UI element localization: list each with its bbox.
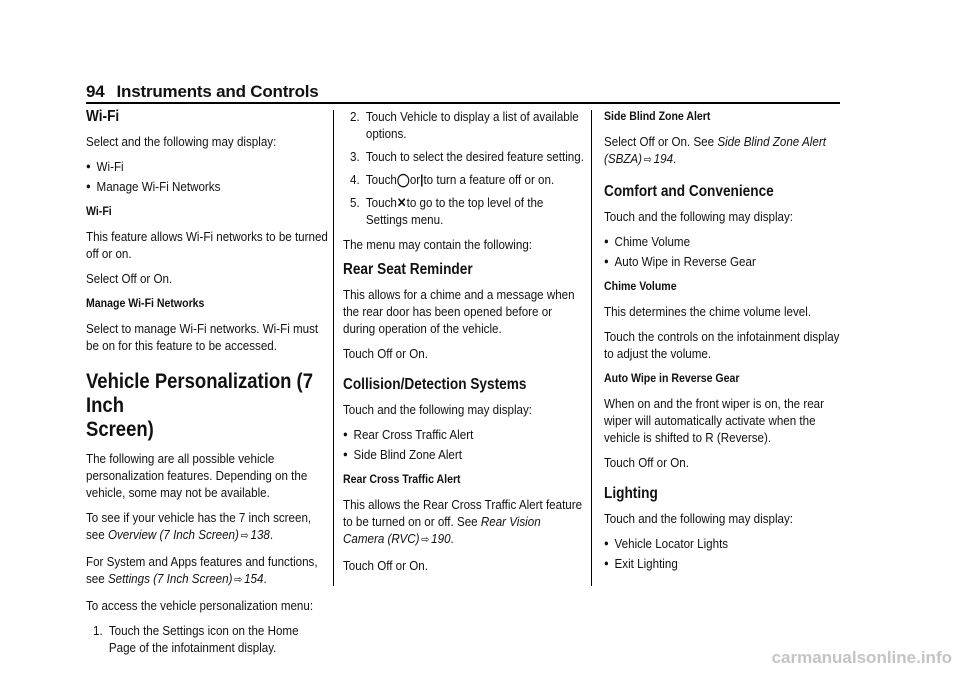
cc-bullet-list: [604, 233, 846, 270]
wifi-bullet-list: [86, 158, 328, 195]
rcta-subheading: Rear Cross Traffic Alert: [343, 472, 461, 486]
vehicle-personalization-heading: [86, 370, 328, 442]
wifi-select-text: Select Off or On.: [86, 271, 173, 286]
list-item: ● Manage Wi-Fi Networks: [86, 178, 328, 195]
page-ref-arrow-icon: ⇨: [421, 534, 430, 546]
watermark: carmanualsonline.info: [771, 648, 952, 667]
step-4: [343, 171, 585, 188]
column-divider: [333, 110, 334, 586]
aw-description: When on and the front wiper is on, the rear wiper will automatically activate when the vehicle is shifted to R (Reverse).: [604, 396, 824, 445]
close-icon: ✕: [396, 195, 407, 210]
cv-touch-text: Touch the controls on the infotainment display to adjust the volume.: [604, 329, 840, 361]
lighting-heading: Lighting: [604, 485, 658, 502]
steps-list: [86, 622, 328, 656]
cc-intro: Touch and the following may display:: [604, 209, 794, 224]
sbza-link[interactable]: Side Blind Zone Alert (SBZA): [604, 134, 826, 166]
toggle-off-icon: ◯: [396, 172, 410, 187]
list-item: ● Wi-Fi: [86, 158, 328, 175]
list-item: ● Chime Volume: [604, 233, 846, 250]
column-1: [86, 108, 328, 664]
cv-description: This determines the chime volume level.: [604, 304, 812, 319]
rsr-touch-text: Touch Off or On.: [343, 346, 428, 361]
rear-seat-reminder-heading: Rear Seat Reminder: [343, 261, 473, 278]
sbza-text: Select Off or On. See: [604, 134, 715, 149]
step-text: Touch the Settings icon on the Home Page of the infotainment display.: [108, 623, 299, 655]
page-ref-194[interactable]: 194: [653, 151, 674, 166]
sbza-subheading: Side Blind Zone Alert: [604, 109, 711, 123]
wifi-subheading: Wi-Fi: [86, 204, 112, 218]
wifi-description: This feature allows Wi-Fi networks to be turned off or on.: [86, 229, 328, 261]
wifi-heading: Wi-Fi: [86, 108, 120, 125]
cds-bullet-list: [343, 426, 585, 463]
aw-touch-text: Touch Off or On.: [604, 455, 689, 470]
step-5: [343, 194, 585, 228]
column-divider: [591, 110, 592, 586]
vp-intro: The following are all possible vehicle personalization features. Depending on the vehicle, some may not be available.: [86, 451, 308, 500]
list-item: ● Exit Lighting: [604, 555, 846, 572]
sbza-paragraph: Select Off or On. See Side Blind Zone Alert (SBZA) ⇨ 194.: [604, 134, 826, 166]
list-item: ● Vehicle Locator Lights: [604, 535, 846, 552]
rvc-link[interactable]: Rear Vision Camera (RVC): [343, 514, 541, 546]
step-3: [343, 148, 585, 165]
step-number: 3.: [350, 149, 360, 164]
cds-intro: Touch and the following may display:: [343, 402, 533, 417]
menu-contains-text: The menu may contain the following:: [343, 237, 533, 252]
rcta-text: This allows the Rear Cross Traffic Alert feature to be turned on or off. See: [343, 497, 583, 529]
vp-see-paragraph: To see if your vehicle has the 7 inch screen, see Overview (7 Inch Screen) ⇨ 138.: [86, 510, 312, 542]
vp-sys-text: For System and Apps features and functions, see: [86, 554, 318, 586]
wifi-intro: Select and the following may display:: [86, 134, 277, 149]
page-ref-arrow-icon: ⇨: [643, 154, 652, 166]
manage-wifi-subheading: Manage Wi-Fi Networks: [86, 296, 205, 310]
step-1: [86, 622, 328, 656]
page-ref-190[interactable]: 190: [431, 531, 451, 546]
step-text: to go to the top level of the Settings menu.: [365, 195, 544, 227]
page-ref-154[interactable]: 154: [244, 571, 264, 586]
heading-line-1: Vehicle Personalization (7 Inch: [86, 370, 313, 417]
page-ref-arrow-icon: ⇨: [234, 574, 243, 586]
list-item: ● Side Blind Zone Alert: [343, 446, 585, 463]
step-number: 1.: [93, 623, 103, 638]
section-title: Instruments and Controls: [116, 82, 319, 101]
settings-link[interactable]: Settings (7 Inch Screen): [107, 571, 233, 586]
lt-intro: Touch and the following may display:: [604, 511, 794, 526]
page-number: 94: [86, 82, 105, 101]
column-2: [343, 108, 585, 582]
step-text: Touch: [365, 195, 397, 210]
steps-list-continued: [343, 108, 585, 228]
comfort-convenience-heading: Comfort and Convenience: [604, 183, 774, 200]
vp-see-text: To see if your vehicle has the 7 inch screen, see: [86, 510, 312, 542]
list-item: ● Rear Cross Traffic Alert: [343, 426, 585, 443]
column-3: [604, 108, 846, 580]
step-2: [343, 108, 585, 142]
step-text: to turn a feature off or on.: [423, 172, 555, 187]
page-ref-arrow-icon: ⇨: [240, 530, 249, 542]
chime-volume-subheading: Chime Volume: [604, 279, 677, 293]
vp-system-paragraph: For System and Apps features and functions, see Settings (7 Inch Screen) ⇨ 154.: [86, 554, 318, 586]
step-number: 2.: [350, 109, 360, 124]
step-text: Touch to select the desired feature setting.: [365, 149, 584, 164]
heading-line-2: Screen): [86, 418, 154, 441]
list-item: ● Auto Wipe in Reverse Gear: [604, 253, 846, 270]
header-rule: [86, 102, 840, 104]
rsr-description: This allows for a chime and a message when the rear door has been opened before or during operation of the vehicle.: [343, 287, 575, 336]
page-header: [86, 82, 319, 102]
step-or-text: or: [409, 172, 421, 187]
overview-link[interactable]: Overview (7 Inch Screen): [107, 527, 239, 542]
toggle-on-icon: |: [420, 172, 424, 187]
rcta-touch-text: Touch Off or On.: [343, 558, 428, 573]
vp-access-text: To access the vehicle personalization menu:: [86, 598, 314, 613]
rcta-paragraph: This allows the Rear Cross Traffic Alert feature to be turned on or off. See Rear Vision Camera (RVC) ⇨ 190.: [343, 497, 583, 546]
step-text: Touch: [365, 172, 397, 187]
manage-wifi-description: Select to manage Wi-Fi networks. Wi-Fi must be on for this feature to be accessed.: [86, 321, 319, 353]
step-number: 5.: [350, 195, 360, 210]
lighting-bullet-list: [604, 535, 846, 572]
step-number: 4.: [350, 172, 360, 187]
auto-wipe-subheading: Auto Wipe in Reverse Gear: [604, 371, 740, 385]
page-ref-138[interactable]: 138: [250, 527, 270, 542]
collision-detection-heading: Collision/Detection Systems: [343, 376, 527, 393]
step-text: Touch Vehicle to display a list of available options.: [365, 109, 579, 141]
